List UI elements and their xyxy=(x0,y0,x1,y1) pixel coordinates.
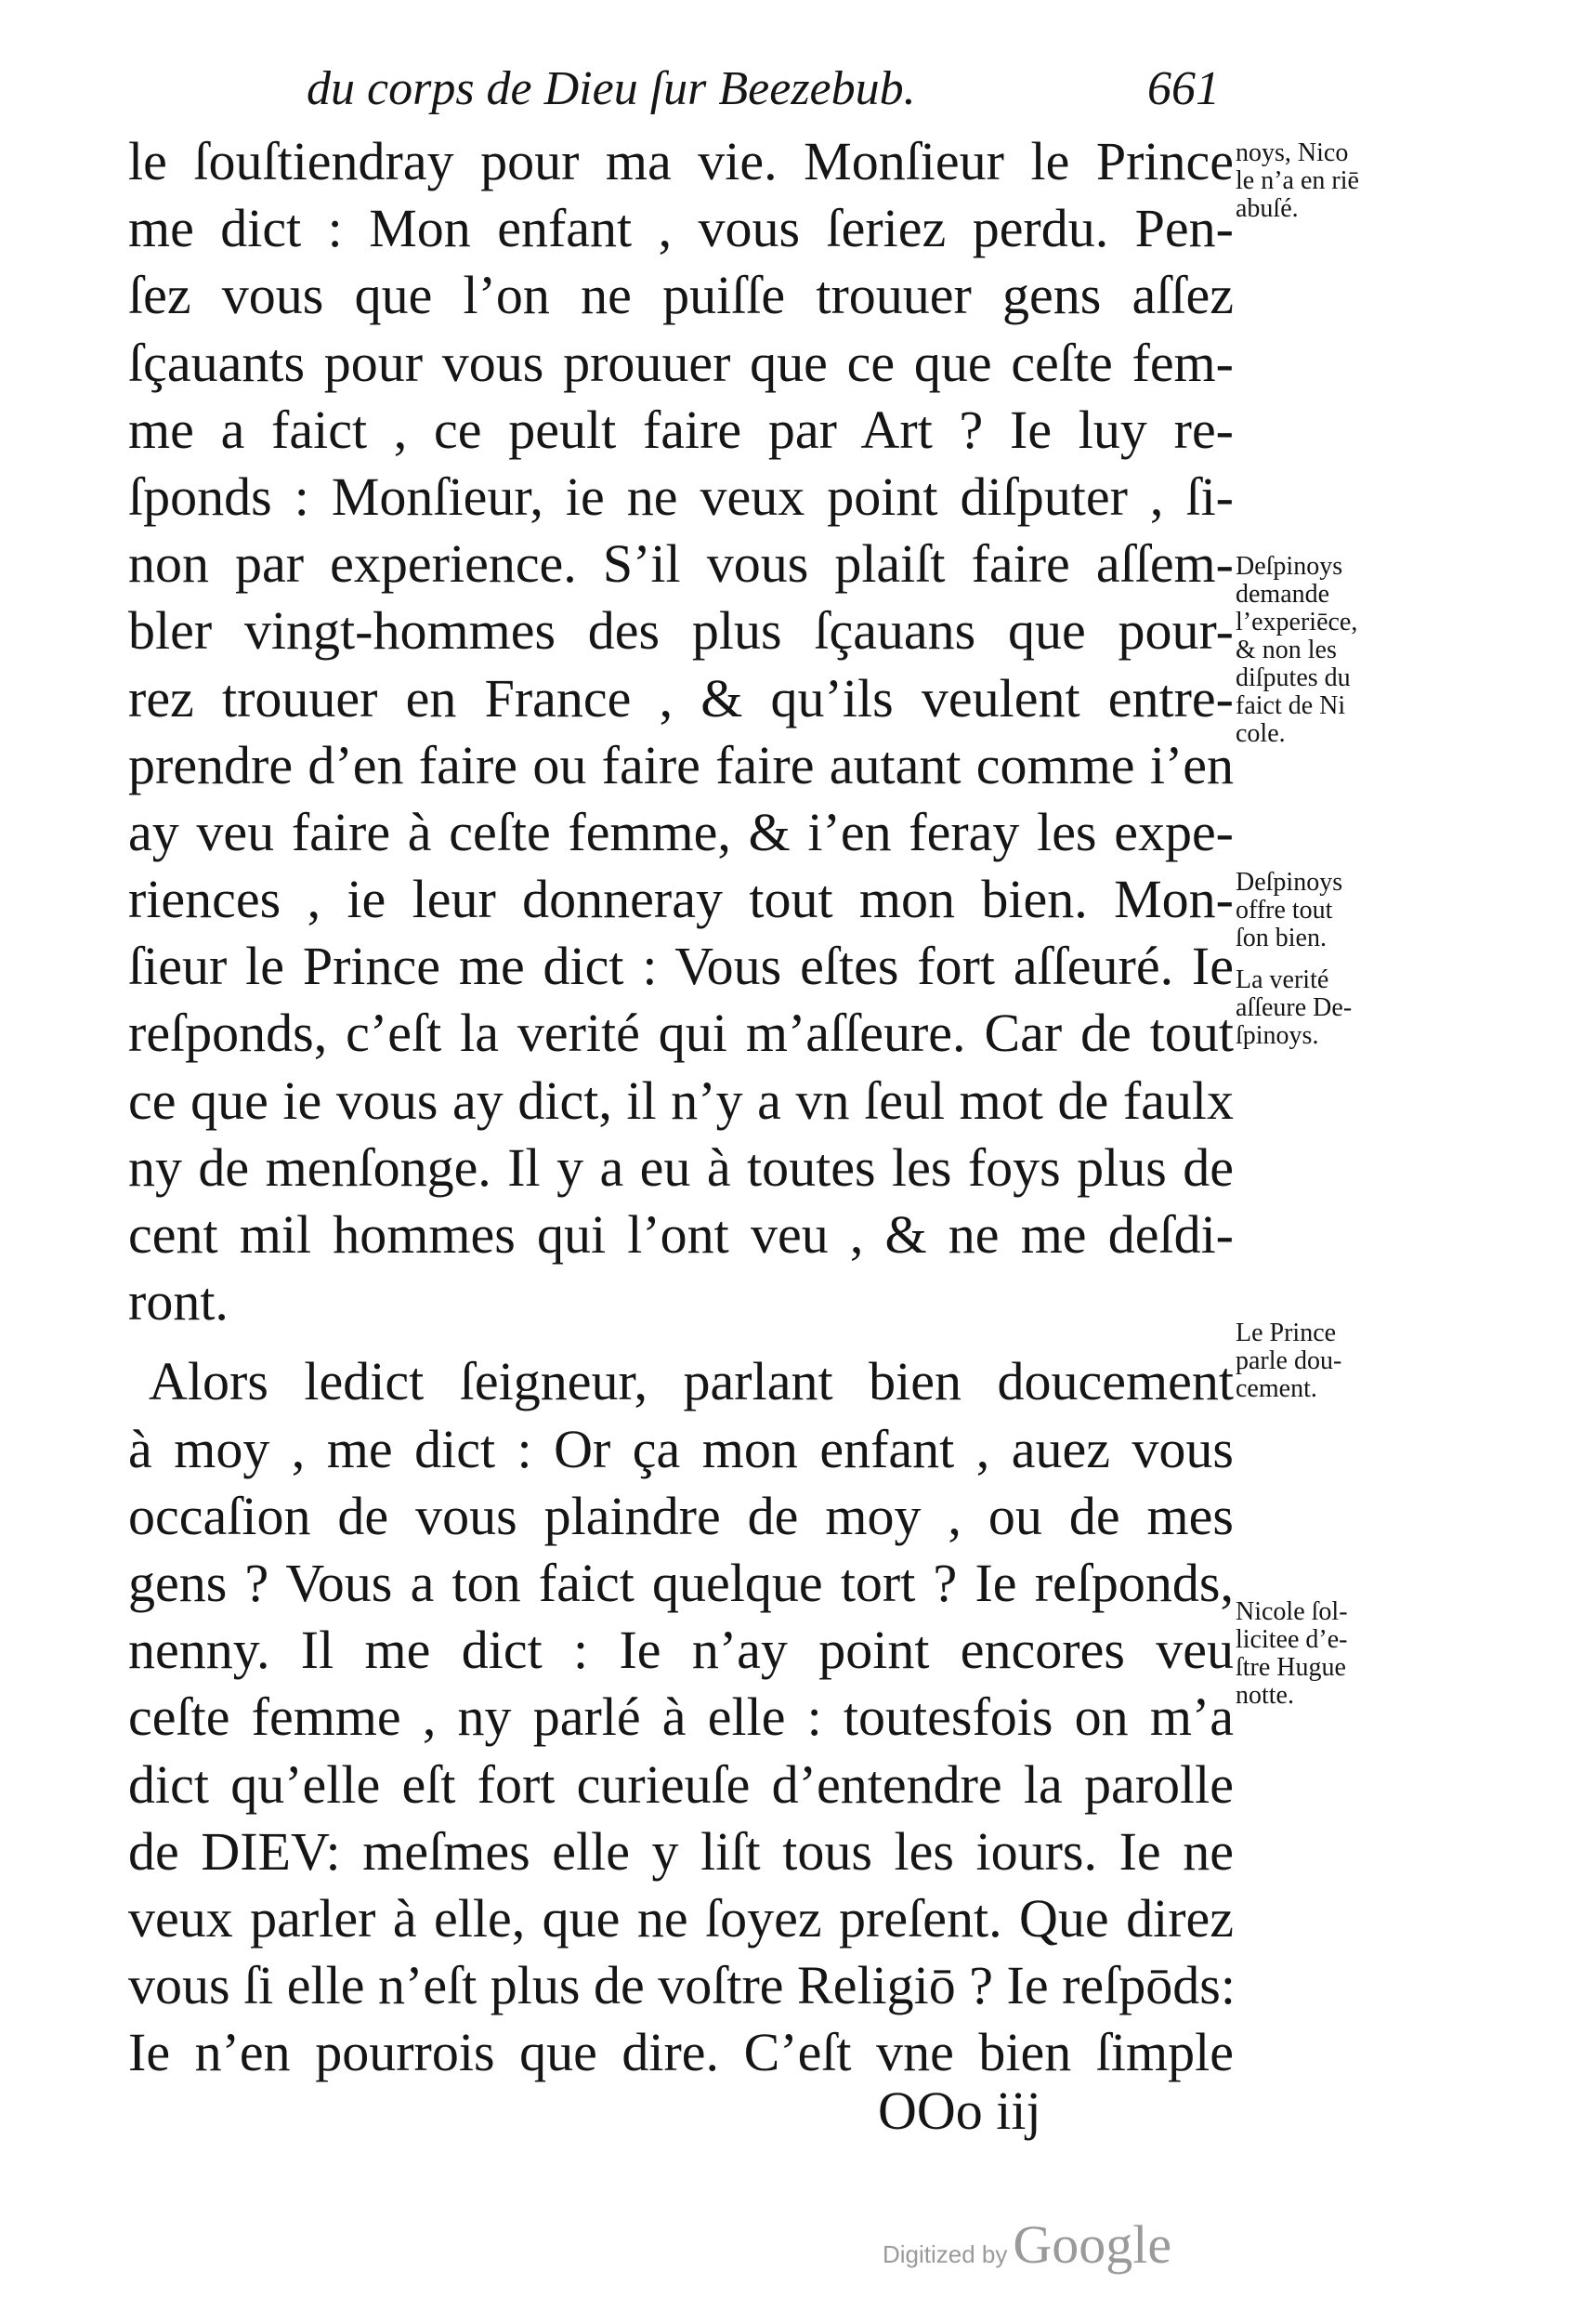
text-line: de DIEV: meſmes elle y liſt tous les iours. Ie ne xyxy=(128,1820,1234,1882)
note-line: ſon bien. xyxy=(1236,924,1327,952)
text-line: ce que ie vous ay dict, il n’y a vn ſeul mot de faulx xyxy=(128,1070,1234,1131)
signature-mark: OOo iij xyxy=(878,2080,1041,2141)
text-line: reſponds, c’eſt la verité qui m’aſſeure. Car de tout xyxy=(128,1003,1234,1064)
text-line: bler vingt-hommes des plus ſçauans que pour- xyxy=(128,600,1234,662)
note-line: le n’a en riē xyxy=(1236,166,1359,195)
body-text xyxy=(128,128,1234,2086)
margin-note xyxy=(1236,1598,1449,1710)
page-number: 661 xyxy=(1147,62,1220,115)
text-line: Ie n’en pourrois que dire. C’eſt vne bien ſimple xyxy=(128,2022,1234,2083)
google-logo: Google xyxy=(1013,2214,1172,2275)
text-line: ay veu faire à ceſte femme, & i’en feray les expe- xyxy=(128,801,1234,862)
note-line: l’experiēce, xyxy=(1236,608,1358,637)
note-line: notte. xyxy=(1236,1681,1294,1710)
margin-note xyxy=(1236,1319,1449,1403)
note-line: cement. xyxy=(1236,1374,1317,1403)
text-line: ny de menſonge. Il y a eu à toutes les foys plus de xyxy=(128,1136,1234,1198)
running-title: du corps de Dieu ſur Beezebub. xyxy=(307,62,916,115)
text-line: non par experience. S’il vous plaiſt faire aſſem- xyxy=(128,533,1234,595)
note-line: faict de Ni xyxy=(1236,691,1346,720)
text-line: gens ? Vous a ton faict quelque tort ? Ie reſponds, xyxy=(128,1552,1234,1613)
note-line: abuſé. xyxy=(1236,194,1299,223)
text-line: ſieur le Prince me dict : Vous eſtes fort aſſeuré. Ie xyxy=(128,936,1234,997)
text-line: occaſion de vous plaindre de moy , ou de mes xyxy=(128,1485,1234,1546)
text-line: rez trouuer en France , & qu’ils veulent entre- xyxy=(128,667,1234,728)
margin-note xyxy=(1236,966,1449,1050)
text-line: cent mil hommes qui l’ont veu , & ne me deſdi- xyxy=(128,1204,1234,1265)
note-line: diſputes du xyxy=(1236,663,1351,692)
note-line: ſpinoys. xyxy=(1236,1021,1319,1050)
note-line: Nicole ſol- xyxy=(1236,1597,1348,1626)
note-line: & non les xyxy=(1236,636,1337,664)
note-line: offre tout xyxy=(1236,896,1333,925)
note-line: Deſpinoys xyxy=(1236,868,1343,897)
text-line: ront. xyxy=(128,1271,229,1332)
text-line: vous ſi elle n’eſt plus de voſtre Religiō ? Ie reſpōds: xyxy=(128,1955,1236,2016)
text-line: ſez vous que l’on ne puiſſe trouuer gens aſſez xyxy=(128,265,1234,326)
text-line: nenny. Il me dict : Ie n’ay point encores veu xyxy=(128,1620,1234,1681)
text-line: dict qu’elle eſt fort curieuſe d’entendre la parolle xyxy=(128,1753,1234,1815)
text-line: ceſte femme , ny parlé à elle : toutesfois on m’a xyxy=(128,1686,1234,1748)
note-line: licitee d’e- xyxy=(1236,1625,1348,1654)
text-line: Alors ledict ſeigneur, parlant bien doucement xyxy=(149,1351,1234,1412)
margin-note xyxy=(1236,553,1449,748)
text-line: veux parler à elle, que ne ſoyez preſent. Que direz xyxy=(128,1887,1234,1949)
margin-note xyxy=(1236,139,1449,223)
watermark-prefix: Digitized by xyxy=(883,2240,1008,2268)
note-line: Deſpinoys xyxy=(1236,552,1343,581)
digitized-watermark xyxy=(883,2213,1171,2276)
text-line: me dict : Mon enfant , vous ſeriez perdu. Pen- xyxy=(128,198,1234,259)
text-line: ſponds : Monſieur, ie ne veux point diſputer , ſi- xyxy=(128,466,1234,527)
note-line: noys, Nico xyxy=(1236,138,1349,167)
text-line: ſçauants pour vous prouuer que ce que ceſte fem- xyxy=(128,332,1234,393)
margin-note xyxy=(1236,869,1449,952)
text-line: riences , ie leur donneray tout mon bien. Mon- xyxy=(128,869,1234,930)
text-line: prendre d’en faire ou faire faire autant comme i’en xyxy=(128,734,1234,795)
text-line: à moy , me dict : Or ça mon enfant , auez vous xyxy=(128,1418,1234,1479)
note-line: La verité xyxy=(1236,965,1329,994)
note-line: Le Prince xyxy=(1236,1319,1337,1347)
note-line: ſtre Hugue xyxy=(1236,1653,1346,1682)
note-line: demande xyxy=(1236,580,1330,609)
text-line: me a faict , ce peult faire par Art ? Ie luy re- xyxy=(128,399,1234,460)
note-line: parle dou- xyxy=(1236,1346,1342,1375)
note-line: cole. xyxy=(1236,719,1286,748)
note-line: aſſeure De- xyxy=(1236,993,1353,1022)
text-line: le ſouſtiendray pour ma vie. Monſieur le Prince xyxy=(128,131,1234,191)
